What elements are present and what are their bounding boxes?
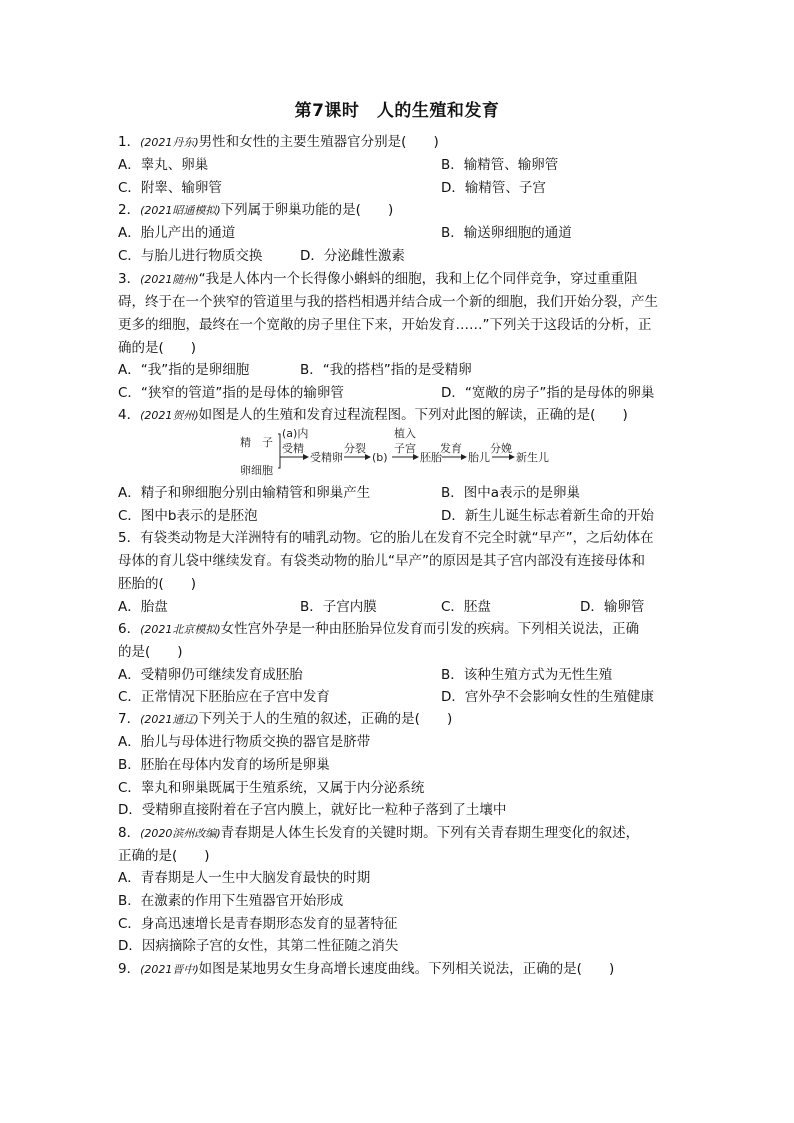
q2-option-d: D．分泌雌性激素 (300, 248, 405, 264)
page-title: 第7课时 人的生殖和发育 (294, 101, 500, 121)
q4-option-c: C．图中b表示的是胚泡 (118, 508, 258, 524)
question-number: 3． (118, 271, 141, 287)
flow-bracket (278, 434, 280, 468)
flow-egg: 卵细胞 (240, 464, 273, 477)
question-source: (2021丹东) (140, 136, 199, 149)
flow-sperm: 精 子 (240, 436, 273, 449)
question-6-stem (118, 618, 678, 641)
q4-option-d: D．新生儿诞生标志着新生命的开始 (441, 508, 654, 524)
q5-option-c: C．胚盘 (441, 599, 491, 615)
question-text: 如图是人的生殖和发育过程流程图。下列对此图的解读，正确的是( ) (198, 407, 628, 423)
flow-fetus: 胎儿 (468, 451, 490, 464)
question-source: (2021通辽) (140, 713, 199, 726)
q6-option-d: D．宫外孕不会影响女性的生殖健康 (441, 689, 654, 705)
question-number: 2． (118, 202, 141, 218)
q2-option-b: B．输送卵细胞的通道 (441, 225, 572, 241)
question-2-stem (118, 199, 678, 222)
reproduction-flow-diagram (236, 424, 566, 480)
question-3-line-4: 确的是( ) (118, 340, 197, 356)
flow-newborn: 新生儿 (516, 451, 549, 464)
q8-option-d: D．因病摘除子宫的女性，其第二性征随之消失 (118, 938, 399, 954)
question-8-stem (118, 822, 678, 845)
question-number: 9． (118, 961, 141, 977)
question-3-line-2: 碍，终于在一个狭窄的管道里与我的搭档相遇并结合成一个新的细胞，我们开始分裂，产生 (118, 294, 658, 310)
question-source: (2021贺州) (140, 409, 199, 422)
question-number: 4． (118, 407, 141, 423)
flow-develop-label: 发育 (440, 442, 462, 455)
question-text: 如图是某地男女生身高增长速度曲线。下列相关说法，正确的是( ) (198, 961, 615, 977)
question-number: 8． (118, 825, 141, 841)
q1-option-b: B．输精管、输卵管 (441, 157, 559, 173)
q5-option-b: B．子宫内膜 (300, 599, 377, 615)
q7-option-a: A．胎儿与母体进行物质交换的器官是脐带 (118, 734, 371, 750)
question-number: 7． (118, 711, 141, 727)
q7-option-d: D．受精卵直接附着在子宫内膜上，就好比一粒种子落到了土壤中 (118, 802, 507, 818)
question-source: (2021随州) (140, 273, 199, 286)
question-6-line-2: 的是( ) (118, 644, 183, 660)
question-text: “我是人体内一个长得像小蝌蚪的细胞，我和上亿个同伴竞争，穿过重重阻 (198, 271, 638, 287)
q8-option-c: C．身高迅速增长是青春期形态发育的显著特征 (118, 916, 398, 932)
question-text: 下列关于人的生殖的叙述，正确的是( ) (198, 711, 453, 727)
question-7-stem (118, 708, 678, 731)
flow-zygote: 受精卵 (310, 451, 343, 464)
flow-birth-label: 分娩 (490, 442, 512, 455)
q4-option-b: B．图中a表示的是卵巢 (441, 485, 581, 501)
question-source: (2021北京模拟) (140, 623, 221, 636)
q2-option-a: A．胎儿产出的通道 (118, 225, 236, 241)
q5-option-a: A．胎盘 (118, 599, 168, 615)
q1-option-a: A．睾丸、卵巢 (118, 157, 209, 173)
question-number: 1． (118, 134, 141, 150)
question-number: 6． (118, 621, 141, 637)
question-number: 5． (118, 530, 141, 546)
q1-option-c: C．附睾、输卵管 (118, 180, 222, 196)
question-5-stem (118, 527, 678, 549)
question-text: 女性宫外孕是一种由胚胎异位发育而引发的疾病。下列相关说法，正确 (220, 621, 640, 637)
flow-fertilize-label: 受精 (282, 442, 304, 455)
q8-option-b: B．在激素的作用下生殖器官开始形成 (118, 893, 344, 909)
q3-option-c: C．“狭窄的管道”指的是母体的输卵管 (118, 385, 344, 401)
question-text: 有袋类动物是大洋洲特有的哺乳动物。它的胎儿在发育不完全时就“早产”，之后幼体在 (140, 530, 654, 546)
q8-option-a: A．青春期是人一生中大脑发育最快的时期 (118, 870, 371, 886)
question-8-line-2: 正确的是( ) (118, 848, 210, 864)
q6-option-a: A．受精卵仍可继续发育成胚胎 (118, 667, 303, 683)
q7-option-b: B．胚胎在母体内发育的场所是卵巢 (118, 757, 330, 773)
q7-option-c: C．睾丸和卵巢既属于生殖系统，又属于内分泌系统 (118, 780, 425, 796)
question-3-stem (118, 268, 678, 291)
question-1-stem (118, 131, 678, 154)
question-text: 下列属于卵巢功能的是( ) (220, 202, 394, 218)
flow-implant-label: 植入 (394, 427, 416, 440)
question-5-line-2: 母体的育儿袋中继续发育。有袋类动物的胎儿“早产”的原因是其子宫内部没有连接母体和 (118, 553, 645, 569)
q3-option-a: A．“我”指的是卵细胞 (118, 362, 250, 378)
question-text: 男性和女性的主要生殖器官分别是( ) (198, 134, 439, 150)
q2-option-c: C．与胎儿进行物质交换 (118, 248, 263, 264)
question-source: (2021昭通模拟) (140, 204, 221, 217)
flow-a-label: (a)内 (282, 427, 309, 440)
question-source: (2021晋中) (140, 963, 199, 976)
q3-option-d: D．“宽敞的房子”指的是母体的卵巢 (441, 385, 655, 401)
question-source: (2020滨州改编) (140, 827, 221, 840)
flow-divide-label: 分裂 (344, 442, 366, 455)
q3-option-b: B．“我的搭档”指的是受精卵 (300, 362, 472, 378)
flow-uterus-label: 子宫 (394, 442, 416, 455)
question-9-stem (118, 958, 678, 981)
question-3-line-3: 更多的细胞，最终在一个宽敞的房子里住下来，开始发育……”下列关于这段话的分析，正 (118, 317, 652, 333)
question-5-line-3: 胚胎的( ) (118, 576, 197, 592)
q6-option-b: B．该种生殖方式为无性生殖 (441, 667, 613, 683)
q1-option-d: D．输精管、子宫 (441, 180, 546, 196)
q4-option-a: A．精子和卵细胞分别由输精管和卵巢产生 (118, 485, 371, 501)
flow-embryo: 胚胎 (420, 451, 442, 464)
flow-b-label: (b) (372, 451, 388, 464)
q5-option-d: D．输卵管 (580, 599, 645, 615)
question-text: 青春期是人体生长发育的关键时期。下列有关青春期生理变化的叙述， (220, 825, 640, 841)
q6-option-c: C．正常情况下胚胎应在子宫中发育 (118, 689, 330, 705)
